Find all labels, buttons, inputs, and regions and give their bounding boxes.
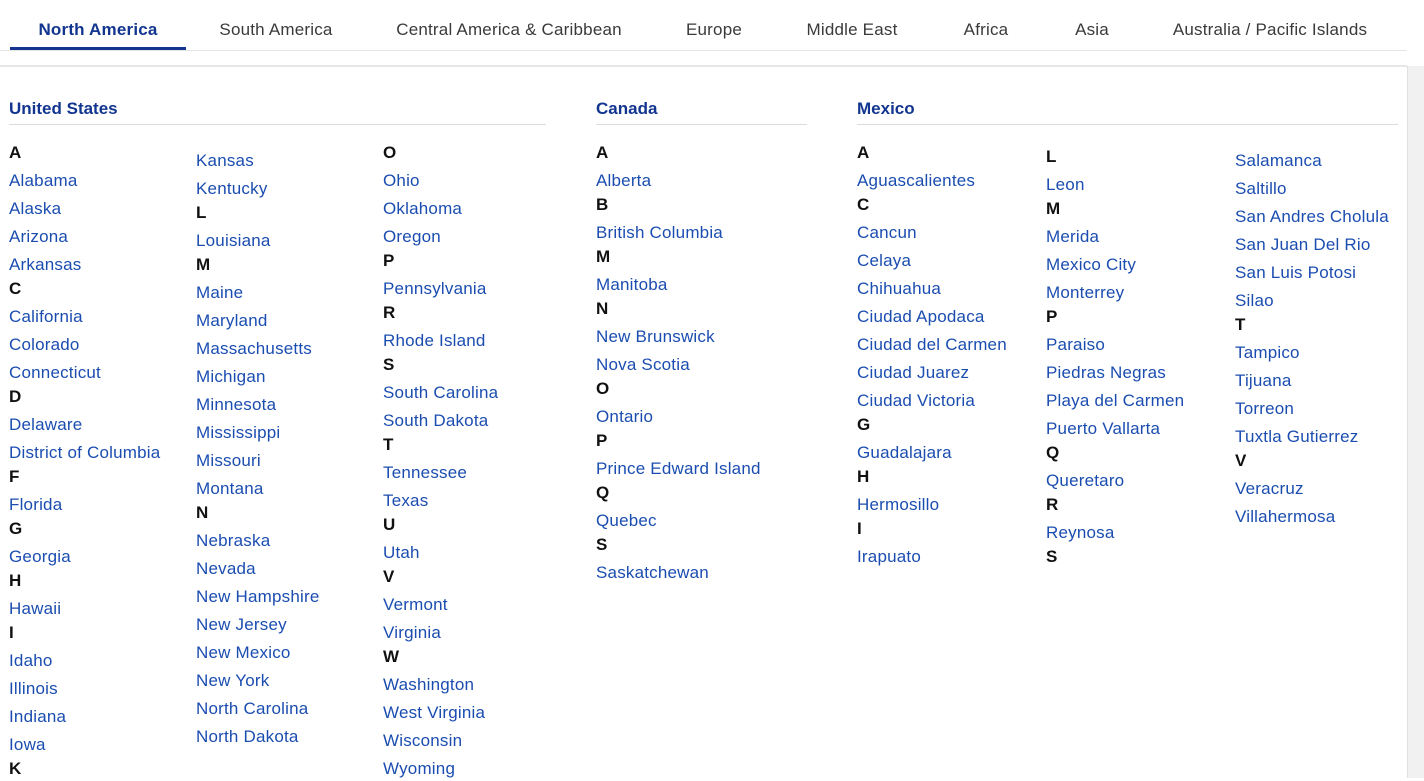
location-link-queretaro[interactable]: Queretaro	[1046, 471, 1125, 490]
location-link-leon[interactable]: Leon	[1046, 175, 1085, 194]
location-link-ohio[interactable]: Ohio	[383, 171, 420, 190]
us-column-2	[196, 145, 320, 749]
tab-australia-pacific-islands[interactable]: Australia / Pacific Islands	[1172, 20, 1368, 39]
location-link-new-jersey[interactable]: New Jersey	[196, 615, 287, 634]
location-link-paraiso[interactable]: Paraiso	[1046, 335, 1106, 354]
letter-heading-p: P	[596, 431, 608, 450]
location-link-california[interactable]: California	[9, 307, 83, 326]
mexico-column-1	[857, 141, 1007, 569]
location-link-texas[interactable]: Texas	[383, 491, 429, 510]
location-link-idaho[interactable]: Idaho	[9, 651, 53, 670]
location-link-nevada[interactable]: Nevada	[196, 559, 256, 578]
location-link-rhode-island[interactable]: Rhode Island	[383, 331, 486, 350]
tab-europe[interactable]: Europe	[685, 20, 743, 39]
location-link-indiana[interactable]: Indiana	[9, 707, 67, 726]
letter-heading-f: F	[9, 467, 20, 486]
letter-heading-t: T	[383, 435, 394, 454]
location-link-hawaii[interactable]: Hawaii	[9, 599, 62, 618]
location-link-chihuahua[interactable]: Chihuahua	[857, 279, 942, 298]
canada-column-1	[596, 141, 761, 585]
location-link-ciudad-apodaca[interactable]: Ciudad Apodaca	[857, 307, 985, 326]
location-link-oregon[interactable]: Oregon	[383, 227, 441, 246]
letter-heading-a: A	[857, 143, 870, 162]
location-link-ciudad-del-carmen[interactable]: Ciudad del Carmen	[857, 335, 1007, 354]
region-title-united-states: United States	[9, 99, 546, 125]
letter-heading-c: C	[857, 195, 870, 214]
letter-heading-o: O	[383, 143, 397, 162]
location-link-florida[interactable]: Florida	[9, 495, 63, 514]
letter-heading-s: S	[596, 535, 608, 554]
location-link-merida[interactable]: Merida	[1046, 227, 1100, 246]
location-link-celaya[interactable]: Celaya	[857, 251, 912, 270]
mexico-column-3	[1235, 145, 1389, 529]
us-column-3	[383, 141, 498, 781]
region-title-mexico: Mexico	[857, 99, 1398, 125]
letter-heading-b: B	[596, 195, 609, 214]
letter-heading-h: H	[9, 571, 22, 590]
location-link-guadalajara[interactable]: Guadalajara	[857, 443, 952, 462]
region-title-canada: Canada	[596, 99, 807, 125]
letter-heading-i: I	[9, 623, 14, 642]
location-link-saltillo[interactable]: Saltillo	[1235, 179, 1287, 198]
location-link-villahermosa[interactable]: Villahermosa	[1235, 507, 1336, 526]
location-link-illinois[interactable]: Illinois	[9, 679, 58, 698]
letter-heading-v: V	[1235, 451, 1247, 470]
letter-heading-l: L	[196, 203, 207, 222]
location-link-iowa[interactable]: Iowa	[9, 735, 46, 754]
letter-heading-u: U	[383, 515, 396, 534]
tab-africa[interactable]: Africa	[963, 20, 1009, 39]
tab-middle-east[interactable]: Middle East	[806, 20, 898, 39]
location-link-kentucky[interactable]: Kentucky	[196, 179, 268, 198]
location-link-arizona[interactable]: Arizona	[9, 227, 69, 246]
location-link-torreon[interactable]: Torreon	[1235, 399, 1295, 418]
location-link-monterrey[interactable]: Monterrey	[1046, 283, 1125, 302]
location-link-manitoba[interactable]: Manitoba	[596, 275, 668, 294]
location-link-mississippi[interactable]: Mississippi	[196, 423, 281, 442]
location-link-ontario[interactable]: Ontario	[596, 407, 654, 426]
location-link-michigan[interactable]: Michigan	[196, 367, 266, 386]
tab-south-america[interactable]: South America	[219, 20, 333, 39]
location-link-north-dakota[interactable]: North Dakota	[196, 727, 299, 746]
tab-central-america-caribbean[interactable]: Central America & Caribbean	[396, 20, 622, 39]
letter-heading-g: G	[857, 415, 871, 434]
location-link-nebraska[interactable]: Nebraska	[196, 531, 271, 550]
letter-heading-n: N	[596, 299, 609, 318]
letter-heading-k: K	[9, 759, 22, 778]
location-link-alaska[interactable]: Alaska	[9, 199, 62, 218]
location-link-san-luis-potosi[interactable]: San Luis Potosi	[1235, 263, 1357, 282]
location-link-montana[interactable]: Montana	[196, 479, 264, 498]
us-column-1	[9, 141, 160, 781]
letter-heading-t: T	[1235, 315, 1246, 334]
location-link-wisconsin[interactable]: Wisconsin	[383, 731, 463, 750]
location-link-vermont[interactable]: Vermont	[383, 595, 448, 614]
location-link-cancun[interactable]: Cancun	[857, 223, 917, 242]
letter-heading-r: R	[1046, 495, 1059, 514]
location-link-maine[interactable]: Maine	[196, 283, 244, 302]
letter-heading-d: D	[9, 387, 22, 406]
location-link-alabama[interactable]: Alabama	[9, 171, 78, 190]
tab-north-america[interactable]: North America	[10, 20, 186, 50]
location-link-piedras-negras[interactable]: Piedras Negras	[1046, 363, 1166, 382]
letter-heading-m: M	[1046, 199, 1061, 218]
letter-heading-q: Q	[596, 483, 610, 502]
letter-heading-i: I	[857, 519, 862, 538]
page-scrollbar[interactable]	[1407, 66, 1424, 778]
location-link-hermosillo[interactable]: Hermosillo	[857, 495, 940, 514]
location-link-oklahoma[interactable]: Oklahoma	[383, 199, 463, 218]
location-link-reynosa[interactable]: Reynosa	[1046, 523, 1115, 542]
letter-heading-p: P	[383, 251, 395, 270]
location-link-utah[interactable]: Utah	[383, 543, 420, 562]
location-link-british-columbia[interactable]: British Columbia	[596, 223, 723, 242]
letter-heading-q: Q	[1046, 443, 1060, 462]
letter-heading-s: S	[1046, 547, 1058, 566]
location-link-tuxtla-gutierrez[interactable]: Tuxtla Gutierrez	[1235, 427, 1359, 446]
location-link-nova-scotia[interactable]: Nova Scotia	[596, 355, 690, 374]
letter-heading-m: M	[596, 247, 611, 266]
letter-heading-c: C	[9, 279, 22, 298]
location-link-kansas[interactable]: Kansas	[196, 151, 254, 170]
letter-heading-h: H	[857, 467, 870, 486]
location-link-washington[interactable]: Washington	[383, 675, 475, 694]
letter-heading-r: R	[383, 303, 396, 322]
letter-heading-v: V	[383, 567, 395, 586]
letter-heading-m: M	[196, 255, 211, 274]
location-link-salamanca[interactable]: Salamanca	[1235, 151, 1322, 170]
letter-heading-o: O	[596, 379, 610, 398]
location-link-south-carolina[interactable]: South Carolina	[383, 383, 499, 402]
letter-heading-n: N	[196, 503, 209, 522]
location-link-new-york[interactable]: New York	[196, 671, 270, 690]
location-link-colorado[interactable]: Colorado	[9, 335, 80, 354]
letter-heading-w: W	[383, 647, 400, 666]
location-link-veracruz[interactable]: Veracruz	[1235, 479, 1304, 498]
location-link-tijuana[interactable]: Tijuana	[1235, 371, 1292, 390]
location-link-new-mexico[interactable]: New Mexico	[196, 643, 291, 662]
location-link-mexico-city[interactable]: Mexico City	[1046, 255, 1137, 274]
location-link-delaware[interactable]: Delaware	[9, 415, 83, 434]
location-link-san-juan-del-rio[interactable]: San Juan Del Rio	[1235, 235, 1371, 254]
location-link-minnesota[interactable]: Minnesota	[196, 395, 277, 414]
location-link-tampico[interactable]: Tampico	[1235, 343, 1300, 362]
letter-heading-g: G	[9, 519, 23, 538]
location-link-puerto-vallarta[interactable]: Puerto Vallarta	[1046, 419, 1161, 438]
letter-heading-p: P	[1046, 307, 1058, 326]
location-link-tennessee[interactable]: Tennessee	[383, 463, 468, 482]
location-link-aguascalientes[interactable]: Aguascalientes	[857, 171, 976, 190]
location-link-quebec[interactable]: Quebec	[596, 511, 657, 530]
location-link-missouri[interactable]: Missouri	[196, 451, 261, 470]
location-link-district-of-columbia[interactable]: District of Columbia	[9, 443, 161, 462]
location-link-maryland[interactable]: Maryland	[196, 311, 268, 330]
location-link-georgia[interactable]: Georgia	[9, 547, 71, 566]
location-link-pennsylvania[interactable]: Pennsylvania	[383, 279, 487, 298]
location-link-ciudad-victoria[interactable]: Ciudad Victoria	[857, 391, 975, 410]
location-link-san-andres-cholula[interactable]: San Andres Cholula	[1235, 207, 1389, 226]
location-link-ciudad-juarez[interactable]: Ciudad Juarez	[857, 363, 970, 382]
letter-heading-a: A	[9, 143, 22, 162]
location-link-alberta[interactable]: Alberta	[596, 171, 652, 190]
content-divider	[0, 65, 1407, 67]
letter-heading-l: L	[1046, 147, 1057, 166]
location-link-virginia[interactable]: Virginia	[383, 623, 441, 642]
location-link-prince-edward-island[interactable]: Prince Edward Island	[596, 459, 761, 478]
location-link-saskatchewan[interactable]: Saskatchewan	[596, 563, 709, 582]
location-link-louisiana[interactable]: Louisiana	[196, 231, 271, 250]
tab-asia[interactable]: Asia	[1075, 20, 1109, 39]
location-link-new-brunswick[interactable]: New Brunswick	[596, 327, 715, 346]
letter-heading-s: S	[383, 355, 395, 374]
location-link-north-carolina[interactable]: North Carolina	[196, 699, 309, 718]
location-link-playa-del-carmen[interactable]: Playa del Carmen	[1046, 391, 1185, 410]
location-link-arkansas[interactable]: Arkansas	[9, 255, 82, 274]
location-link-silao[interactable]: Silao	[1235, 291, 1274, 310]
location-link-west-virginia[interactable]: West Virginia	[383, 703, 486, 722]
location-link-connecticut[interactable]: Connecticut	[9, 363, 101, 382]
location-link-massachusetts[interactable]: Massachusetts	[196, 339, 312, 358]
mexico-column-2	[1046, 145, 1184, 569]
location-link-irapuato[interactable]: Irapuato	[857, 547, 921, 566]
location-link-wyoming[interactable]: Wyoming	[383, 759, 456, 778]
location-link-new-hampshire[interactable]: New Hampshire	[196, 587, 320, 606]
region-tab-bar	[0, 0, 1407, 51]
location-link-south-dakota[interactable]: South Dakota	[383, 411, 489, 430]
letter-heading-a: A	[596, 143, 609, 162]
